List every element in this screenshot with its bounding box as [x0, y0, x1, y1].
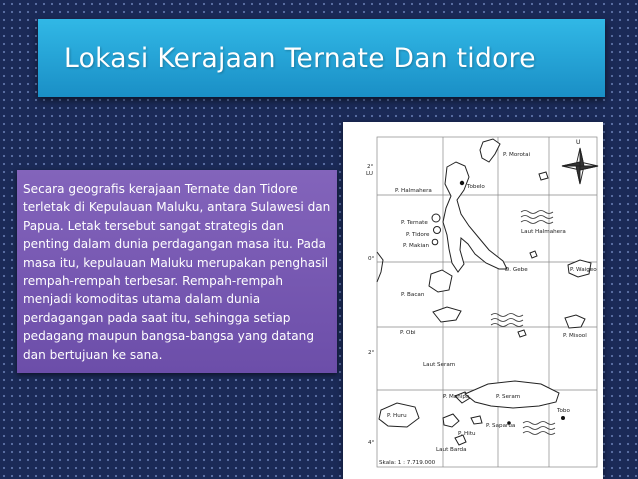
text-box — [17, 170, 337, 373]
lat-label-2n: 2° — [367, 164, 374, 170]
label-misool: P. Misool — [563, 333, 587, 339]
label-ternate: P. Ternate — [401, 220, 428, 226]
lat-label-0: 0° — [368, 256, 375, 262]
body-text: Secara geografis kerajaan Ternate dan Tidore terletak di Kepulauan Maluku, antara Sulawesi dan Papua. Letak tersebut sangat strategis dan penting dalam dunia perdagangan masa itu. Pada masa itu, kepulauan Maluku merupakan penghasil rempah-rempah terbesar. Rempah-rempah menjadi komoditas utama dalam dunia perdagangan pada saat itu, sehingga setiap pedagang maupun bangsa-bangsa yang datang dan bertujuan ke sana. — [23, 182, 331, 362]
compass-icon — [562, 148, 598, 184]
lat-label-lu: LU — [366, 171, 373, 177]
label-saparua: P. Saparua — [486, 423, 516, 429]
island-ambon — [443, 414, 459, 427]
slide-title: Lokasi Kerajaan Ternate Dan tidore — [64, 42, 536, 74]
label-halmahera: P. Halmahera — [395, 188, 432, 194]
island-tidore — [434, 227, 441, 234]
label-obi: P. Obi — [400, 330, 416, 336]
island-gebe — [530, 251, 537, 258]
lat-label-4s: 4° — [368, 440, 375, 446]
island-misool — [565, 315, 585, 328]
label-gebe: D. Gebe — [505, 267, 528, 273]
label-hitu: P. Hitu — [458, 431, 476, 437]
label-waigeo: P. Waigeo — [570, 267, 597, 273]
label-huru: P. Huru — [387, 413, 407, 419]
label-tidore: P. Tidore — [406, 232, 430, 238]
label-tobelo: Tobelo — [467, 184, 485, 190]
island-makian — [432, 239, 438, 245]
island-saparua — [471, 416, 482, 424]
title-bar — [38, 19, 605, 97]
label-scale: Skala: 1 : 7.719.000 — [379, 460, 436, 466]
island-bacan — [429, 270, 452, 292]
island-ternate — [432, 214, 440, 222]
maluku-map — [343, 122, 603, 479]
label-laut-halmahera: Laut Halmahera — [521, 229, 566, 235]
label-seram: P. Seram — [496, 394, 521, 400]
lat-label-2s: 2° — [368, 350, 375, 356]
compass-label: U — [576, 139, 581, 146]
label-tobo: Tobo — [557, 408, 570, 414]
label-laut-banda: Laut Barda — [436, 447, 467, 453]
label-manipa: P. Manipa — [443, 394, 470, 400]
label-bacan: P. Bacan — [401, 292, 425, 298]
label-morotai: P. Morotai — [503, 152, 531, 158]
island-obi — [433, 307, 461, 322]
map-image — [343, 122, 603, 479]
island-halmahera — [443, 162, 507, 272]
label-laut-seram: Laut Seram — [423, 362, 456, 368]
island-morotai — [480, 139, 500, 162]
label-makian: P. Makian — [403, 243, 430, 249]
